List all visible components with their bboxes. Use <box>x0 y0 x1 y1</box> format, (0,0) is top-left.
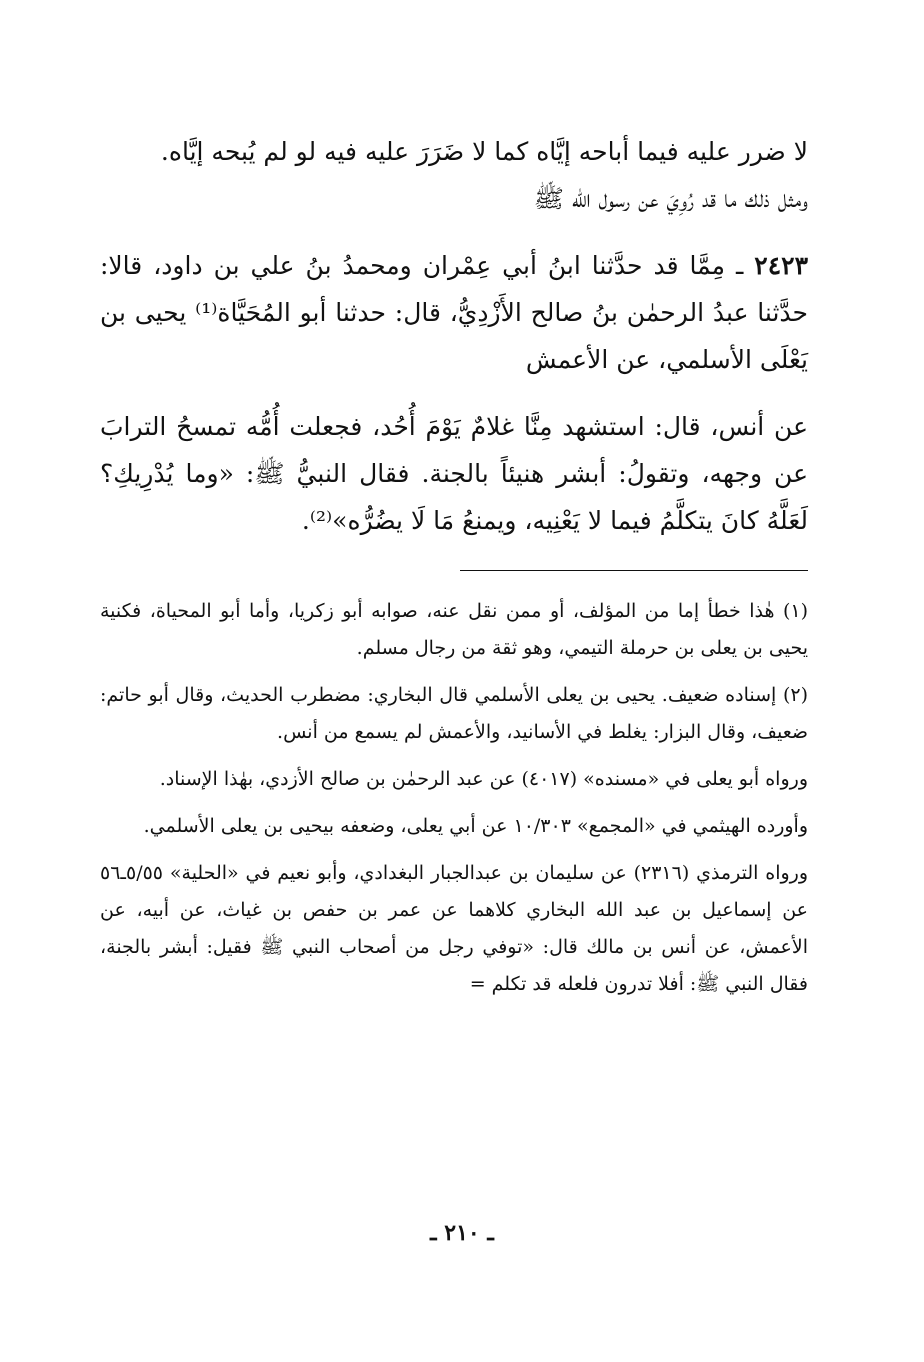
footnote-2-abu-yala: ورواه أبو يعلى في «مسنده» (٤٠١٧) عن عبد الرحمٰن بن صالح الأزدي، بهٰذا الإسناد. <box>159 768 808 790</box>
hadith-isnad: ـ مِمَّا قد حدَّثنا ابنُ أبي عِمْران ومحمدُ بنُ علي بن داود، قالا: حدَّثنا عبدُ الرحمٰن بنُ صالح الأَزْدِيُّ، قال: حدثنا أبو المُحَيَّاة⁽¹⁾ يحيى بن يَعْلَى الأسلمي، عن الأعمش <box>100 251 809 374</box>
main-paragraph-1: لا ضرر عليه فيما أباحه إيَّاه كما لا ضَرَرَ عليه فيه لو لم يُبحه إيَّاه. <box>160 137 808 166</box>
footnote-1: (١) هٰذا خطأ إما من المؤلف، أو ممن نقل عنه، صوابه أبو زكريا، وأما أبو المحياة، فكنية يحيى بن يعلى بن حرملة التيمي، وهو ثقة من رجال مسلم. <box>100 600 808 659</box>
page-number: ـ ٢١٠ ـ <box>430 1220 494 1246</box>
footnote-2-tirmidhi: ورواه الترمذي (٢٣١٦) عن سليمان بن عبدالجبار البغدادي، وأبو نعيم في «الحلية» ٥/٥٥ـ٥٦ عن إسماعيل بن عبد الله البخاري كلاهما عن عمر بن حفص بن غياث، عن أبيه، عن الأعمش، عن أنس بن مالك قال: «توفي رجل من أصحاب النبي ﷺ فقيل: أبشر بالجنة، فقال النبي ﷺ: أفلا تدرون فلعله قد تكلم = <box>100 862 809 995</box>
footnote-divider <box>460 570 808 571</box>
hadith-number: ٢٤٢٣ <box>754 251 808 280</box>
hadith-matn: عن أنس، قال: استشهد مِنَّا غلامٌ يَوْمَ أُحُد، فجعلت أُمُّه تمسحُ الترابَ عن وجهه، وتقولُ: أبشر هنيئاً بالجنة. فقال النبيُّ ﷺ: «وما يُدْرِيكِ؟ لَعَلَّهُ كانَ يتكلَّمُ فيما لا يَعْنِيه، ويمنعُ مَا لَا يضُرُّه»⁽²⁾. <box>100 412 808 535</box>
footnote-2: (٢) إسناده ضعيف. يحيى بن يعلى الأسلمي قال البخاري: مضطرب الحديث، وقال أبو حاتم: ضعيف، وقال البزار: يغلط في الأسانيد، والأعمش لم يسمع من أنس. <box>100 684 808 743</box>
footnotes <box>100 593 808 1013</box>
main-paragraph-2: ومثل ذلك ما قد رُوِيَ عن رسول الله ﷺ <box>533 184 808 213</box>
footnote-2-haythami: وأورده الهيثمي في «المجمع» ١٠/٣٠٣ عن أبي يعلى، وضعفه بيحيى بن يعلى الأسلمي. <box>143 815 808 837</box>
hadith-paragraph <box>100 242 808 383</box>
main-text <box>100 128 808 544</box>
